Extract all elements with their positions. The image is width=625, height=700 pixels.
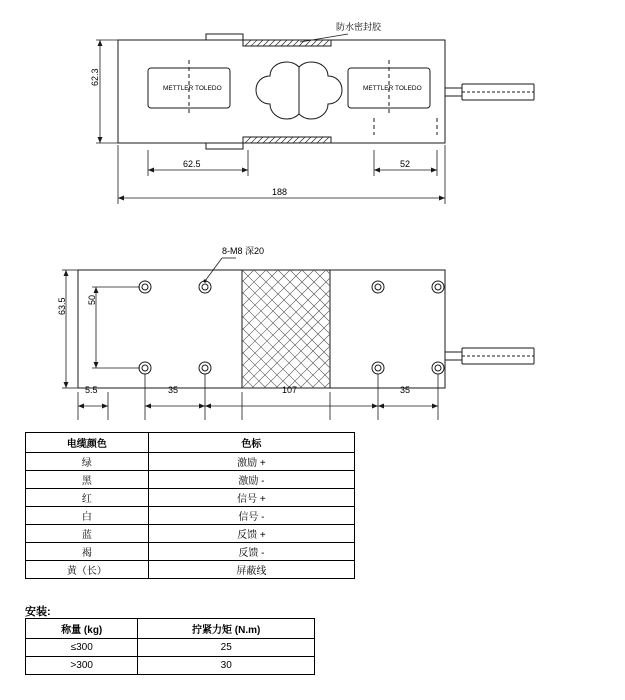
cable-function: 激励 - bbox=[148, 471, 354, 489]
table-row bbox=[26, 561, 355, 579]
cable-function: 反馈 + bbox=[148, 525, 354, 543]
table-row bbox=[26, 489, 355, 507]
cable-color: 白 bbox=[26, 507, 149, 525]
capacity-value: ≤300 bbox=[26, 639, 138, 657]
table-row bbox=[26, 507, 355, 525]
torque-value: 25 bbox=[138, 639, 315, 657]
dim-bottom-inner-height: 50 bbox=[87, 294, 97, 305]
dim-left-span: 62.5 bbox=[183, 159, 201, 169]
table-row bbox=[26, 471, 355, 489]
cable-color: 红 bbox=[26, 489, 149, 507]
dim-bottom-right-span: 35 bbox=[400, 385, 411, 395]
top-view-drawing bbox=[0, 0, 625, 230]
table-header-row bbox=[26, 433, 355, 453]
capacity-value: >300 bbox=[26, 657, 138, 675]
dim-top-height: 62.3 bbox=[90, 68, 100, 86]
mounting-title: 安装: bbox=[25, 606, 51, 618]
cable-color: 绿 bbox=[26, 453, 149, 471]
cable-color: 黄（长） bbox=[26, 561, 149, 579]
brand-label-left: METTLER TOLEDO bbox=[163, 85, 222, 92]
table-header-cell: 色标 bbox=[148, 433, 354, 453]
dim-bottom-outer-height: 63.5 bbox=[57, 297, 67, 315]
note-mounting-holes: 8-M8 深20 bbox=[222, 246, 265, 256]
dim-total-length: 188 bbox=[272, 187, 288, 197]
brand-label-right: METTLER TOLEDO bbox=[363, 85, 422, 92]
cable-function: 屏蔽线 bbox=[148, 561, 354, 579]
dim-bottom-edge: 5.5 bbox=[85, 385, 98, 395]
table-row bbox=[26, 657, 315, 675]
dim-right-span: 52 bbox=[400, 159, 411, 169]
table-row bbox=[26, 543, 355, 561]
mounting-torque-table bbox=[25, 618, 315, 675]
cable-function: 信号 - bbox=[148, 507, 354, 525]
dim-bottom-left-span: 35 bbox=[168, 385, 179, 395]
cable-color-table bbox=[25, 432, 355, 579]
torque-value: 30 bbox=[138, 657, 315, 675]
dim-bottom-center-span: 107 bbox=[282, 385, 298, 395]
table-header-cell: 电缆颜色 bbox=[26, 433, 149, 453]
table-header-row bbox=[26, 619, 315, 639]
cable-function: 信号 + bbox=[148, 489, 354, 507]
cable-color: 褐 bbox=[26, 543, 149, 561]
table-row bbox=[26, 639, 315, 657]
table-row bbox=[26, 525, 355, 543]
cable-color: 蓝 bbox=[26, 525, 149, 543]
cable-color: 黑 bbox=[26, 471, 149, 489]
cable-function: 反馈 - bbox=[148, 543, 354, 561]
note-waterproof-seal: 防水密封胶 bbox=[336, 22, 382, 32]
table-header-cell: 拧紧力矩 (N.m) bbox=[138, 619, 315, 639]
table-header-cell: 称量 (kg) bbox=[26, 619, 138, 639]
table-row bbox=[26, 453, 355, 471]
cable-function: 激励 + bbox=[148, 453, 354, 471]
